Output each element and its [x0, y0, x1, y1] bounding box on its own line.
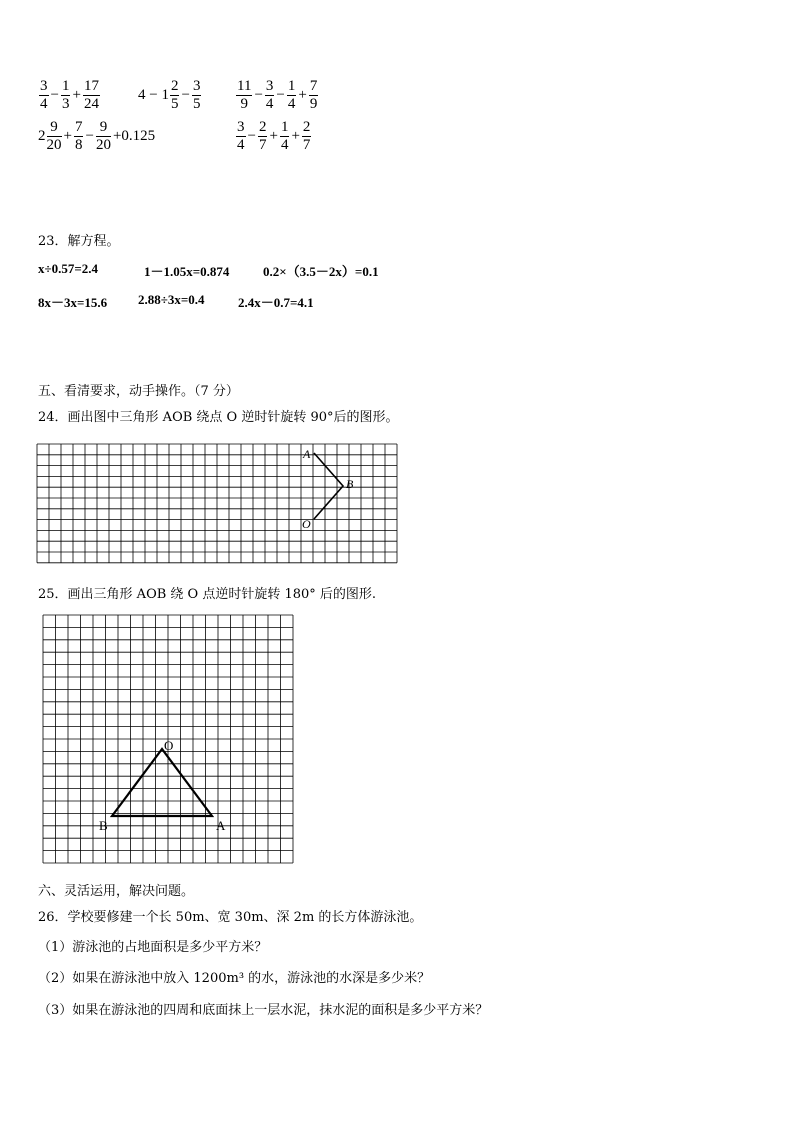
q25-grid-figure: [42, 614, 296, 866]
fraction: $\frac{17}{24}$: [83, 78, 99, 112]
label-b: B: [346, 477, 354, 491]
q25-title: 25．画出三角形 AOB 绕 O 点逆时针旋转 180° 后的图形.: [38, 587, 377, 602]
fraction: $\frac{7}{9}$: [309, 78, 318, 112]
label-a: A: [303, 447, 311, 461]
fraction: $\frac{3}{5}$: [192, 78, 201, 112]
label-o: O: [302, 517, 311, 531]
q24-grid-figure: [36, 443, 406, 565]
expression-2: 4 − 1 $\frac{2}{5}$ − $\frac{3}{5}$: [138, 78, 201, 112]
equation: x÷0.57=2.4: [38, 261, 99, 276]
q26-sub-1: （1）游泳池的占地面积是多少平方米？: [38, 940, 268, 955]
fraction: $\frac{2}{7}$: [302, 119, 311, 153]
expression-3: $\frac{11}{9}$ − $\frac{3}{4}$ − $\frac{1}{4}$ + $\frac{7}{9}$: [237, 78, 318, 112]
grid-lines: [37, 444, 397, 563]
fraction: $\frac{9}{20}$: [46, 119, 62, 153]
equation: 1－1.05x=0.874: [144, 264, 230, 279]
fraction: $\frac{9}{20}$: [95, 119, 111, 153]
fraction: $\frac{1}{3}$: [61, 78, 70, 112]
section-6-title: 六、灵活运用，解决问题。: [38, 884, 195, 899]
equation: 2.88÷3x=0.4: [138, 292, 205, 307]
expression-4: 2 $\frac{9}{20}$ + $\frac{7}{8}$ − $\frac{9}{20}$ +0.125: [38, 119, 156, 153]
fraction: $\frac{1}{4}$: [280, 119, 289, 153]
equation: 8x－3x=15.6: [38, 295, 108, 310]
q24-title: 24．画出图中三角形 AOB 绕点 O 逆时针旋转 90°后的图形。: [38, 410, 399, 425]
fraction: $\frac{11}{9}$: [237, 78, 252, 112]
fraction: $\frac{3}{4}$: [265, 78, 274, 112]
equation: 2.4x－0.7=4.1: [238, 295, 314, 310]
fraction: $\frac{1}{4}$: [287, 78, 296, 112]
triangle-aob: [112, 749, 212, 816]
section-5-title: 五、看清要求，动手操作。（7 分）: [38, 384, 239, 399]
q26-title: 26．学校要修建一个长 50m、宽 30m、深 2m 的长方体游泳池。: [38, 910, 423, 925]
label-o: O: [164, 738, 174, 753]
q26-sub-2: （2）如果在游泳池中放入 1200m³ 的水，游泳池的水深是多少米？: [38, 971, 431, 986]
q23-title: 23．解方程。: [38, 234, 120, 249]
label-a: A: [216, 818, 226, 833]
fraction: $\frac{2}{5}$: [170, 78, 179, 112]
fraction: $\frac{2}{7}$: [258, 119, 267, 153]
q26-sub-3: （3）如果在游泳池的四周和底面抹上一层水泥，抹水泥的面积是多少平方米？: [38, 1003, 489, 1018]
equation: 0.2×（3.5－2x）=0.1: [263, 264, 379, 279]
expression-5: $\frac{3}{4}$ − $\frac{2}{7}$ + $\frac{1}{4}$ + $\frac{2}{7}$: [237, 119, 311, 153]
fraction: $\frac{3}{4}$: [40, 78, 48, 112]
expression-1: $\frac{3}{4}$ − $\frac{1}{3}$ + $\frac{17}{24}$: [40, 78, 99, 112]
fraction: $\frac{7}{8}$: [74, 119, 83, 153]
label-b: B: [99, 818, 108, 833]
fraction: $\frac{3}{4}$: [237, 119, 245, 153]
